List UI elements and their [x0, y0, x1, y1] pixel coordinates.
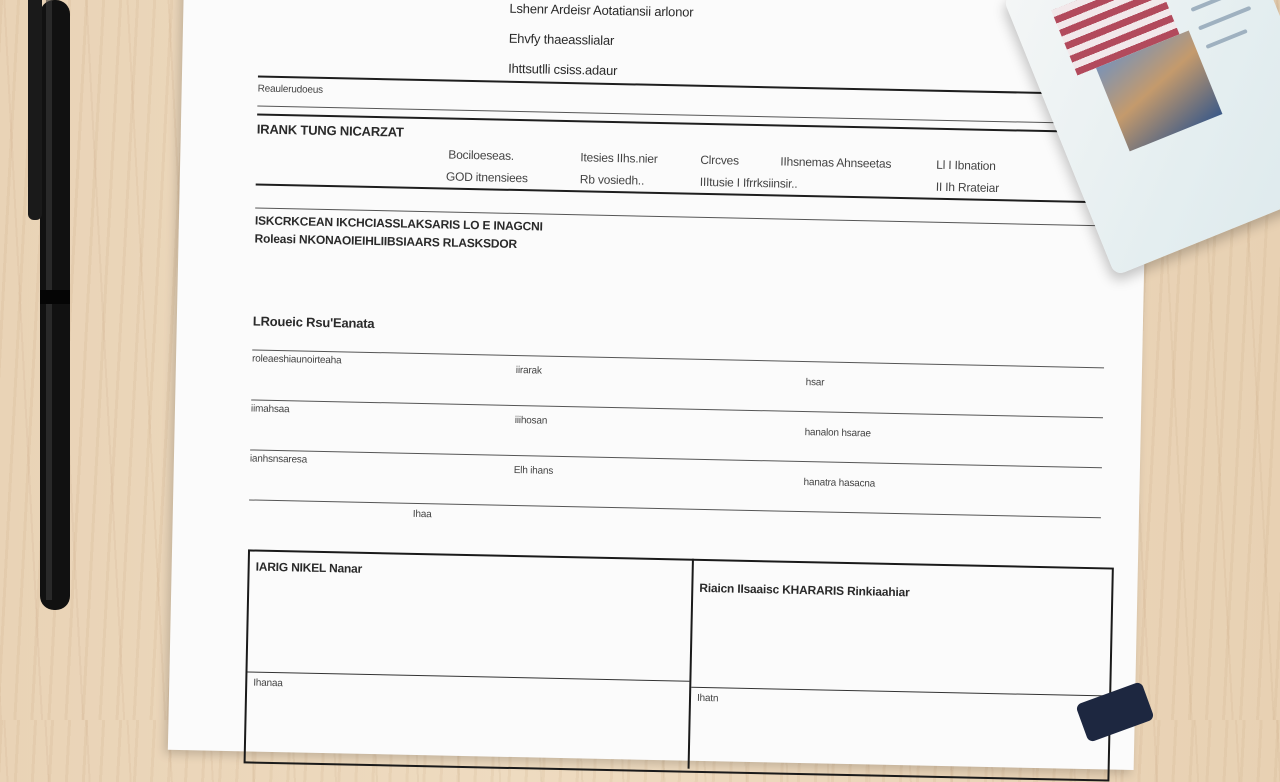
form-line — [249, 499, 1101, 521]
field-label: Ihatn — [696, 692, 719, 705]
left-box-title: IARIG NIKEL Nanar — [255, 559, 363, 576]
divider — [258, 76, 1098, 96]
statement-line-2: Roleasi NKONAOIEIHLIIBSIAARS RLASKSDOR — [254, 231, 518, 251]
signature-table — [244, 549, 1114, 781]
header-line-3: Ihttsutlli csiss.adaur — [508, 60, 618, 79]
field-label: Ihaa — [412, 508, 432, 521]
field-label: hanatra hasacna — [803, 477, 876, 490]
section-mid-title: LRoueic Rsu'Eanata — [252, 313, 375, 332]
field-label: hsar — [805, 377, 825, 389]
form-line — [252, 349, 1104, 368]
field-label: Rb vosiedh.. — [579, 172, 645, 188]
field-label: Elh ihans — [513, 464, 554, 477]
field-label: Ll I Ibnation — [936, 157, 996, 174]
field-label: IIItusie I Ifrrksiinsir.. — [699, 174, 798, 191]
form-line — [250, 449, 1102, 468]
field-label: Clrcves — [700, 152, 740, 168]
field-label: roleaeshiaunoirteaha — [251, 353, 342, 367]
right-box-title: Riaicn IIsaaisc KHARARIS Rinkiaahiar — [699, 580, 910, 600]
field-label: iiihosan — [514, 414, 548, 427]
header-line-1: Lshenr Ardeisr Aotatiansii arlonor — [509, 0, 694, 20]
field-label: Bociloeseas. — [448, 147, 515, 163]
field-label: Ihanaa — [253, 677, 283, 690]
card-text-line — [1191, 0, 1239, 12]
field-label: hanalon hsarae — [804, 427, 871, 440]
header-line-2: Ehvfy thaeasslialar — [508, 30, 615, 48]
card-text-line — [1198, 6, 1251, 31]
pen — [22, 0, 88, 630]
divider — [257, 106, 1097, 125]
field-label: GOD itnensiees — [445, 169, 528, 186]
applicant-title: IRANK TUNG NICARZAT — [256, 121, 404, 140]
form-document — [168, 0, 1150, 770]
statement-line-1: ISKCRKCEAN IKCHCIASSLAKSARIS LO E INAGCNI — [254, 213, 543, 234]
field-label: IIhsnemas Ahnseetas — [780, 154, 892, 171]
card-text-line — [1205, 29, 1247, 49]
field-label: iirarak — [515, 365, 542, 377]
form-line — [251, 399, 1103, 418]
section-top-label: Reaulerudoeus — [257, 83, 324, 96]
field-label: ianhsnsaresa — [249, 453, 308, 466]
field-label: iimahsaa — [250, 403, 290, 416]
field-label: Itesies IIhs.nier — [580, 150, 658, 166]
field-label: II Ih Rrateiar — [935, 179, 1000, 196]
